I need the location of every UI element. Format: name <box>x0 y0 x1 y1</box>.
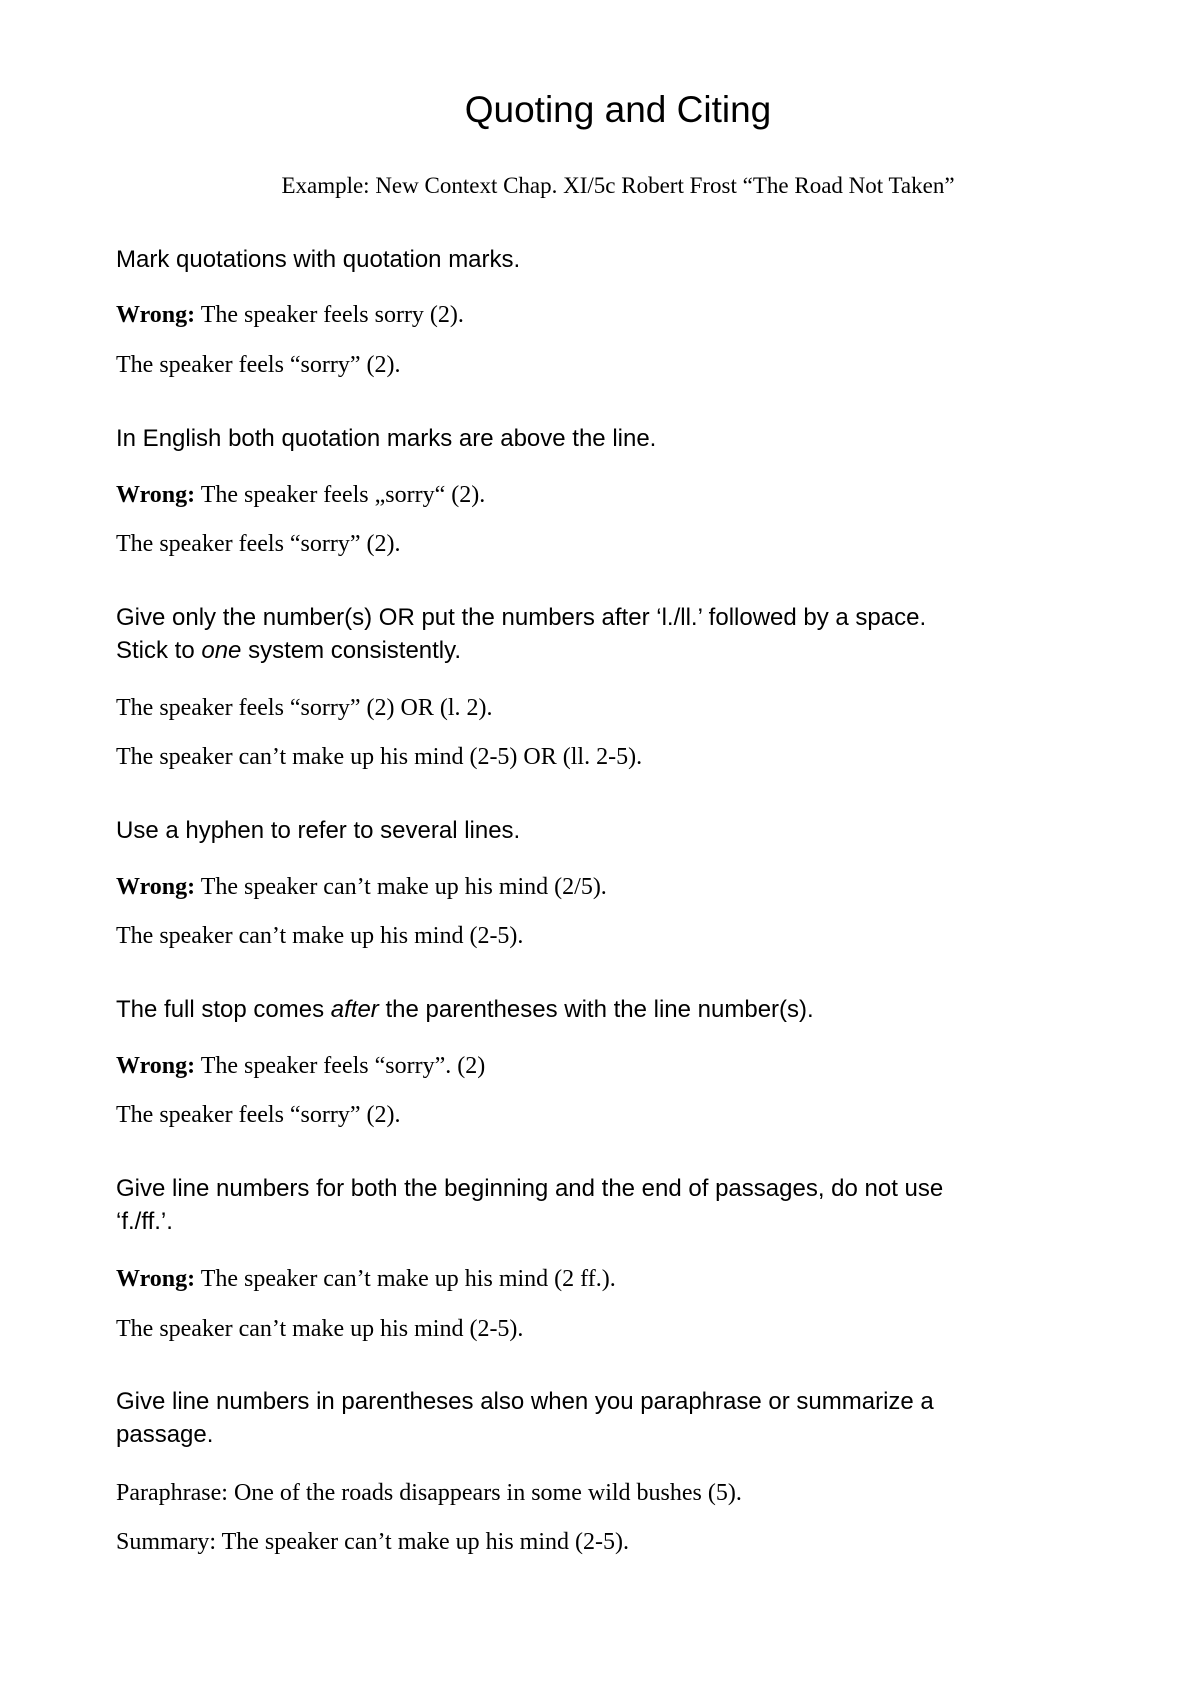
example-multiple-lines: The speaker can’t make up his mind (2-5) OR (ll. 2-5). <box>116 744 643 770</box>
heading-line-2-post: system consistently. <box>241 637 462 664</box>
summary-example: Summary: The speaker can’t make up his mind (2-5). <box>116 1529 629 1555</box>
wrong-label: Wrong: <box>116 482 196 508</box>
correct-example: The speaker can’t make up his mind (2-5). <box>116 923 524 949</box>
example-single-line: The speaker feels “sorry” (2) OR (l. 2). <box>116 695 493 721</box>
page-subtitle: Example: New Context Chap. XI/5c Robert Frost “The Road Not Taken” <box>281 173 955 198</box>
rule-heading-above-line: In English both quotation marks are above the line. <box>116 425 657 452</box>
heading-line-2-pre: Stick to <box>116 637 202 664</box>
heading-line-2: passage. <box>116 1421 214 1448</box>
wrong-example-text: The speaker can’t make up his mind (2/5). <box>200 874 607 900</box>
rule-heading-paraphrase <box>116 1385 1116 1451</box>
wrong-label: Wrong: <box>116 1053 196 1079</box>
wrong-example <box>116 1051 1116 1081</box>
correct-example: The speaker feels “sorry” (2). <box>116 1102 401 1128</box>
correct-example: The speaker feels “sorry” (2). <box>116 531 401 557</box>
correct-example: The speaker feels “sorry” (2). <box>116 352 401 378</box>
wrong-label: Wrong: <box>116 1266 196 1292</box>
heading-line-1: Give line numbers for both the beginning and the end of passages, do not use <box>116 1175 944 1202</box>
wrong-example-text: The speaker feels “sorry”. (2) <box>200 1053 486 1079</box>
rule-heading-beginning-end <box>116 1172 1116 1238</box>
heading-line-2: ‘f./ff.’. <box>116 1208 173 1235</box>
heading-line-1: Give line numbers in parentheses also when you paraphrase or summarize a <box>116 1388 934 1415</box>
heading-post: the parentheses with the line number(s). <box>378 996 814 1023</box>
wrong-label: Wrong: <box>116 874 196 900</box>
wrong-example-text: The speaker can’t make up his mind (2 ff.). <box>200 1266 616 1292</box>
page-title: Quoting and Citing <box>464 89 772 130</box>
heading-emphasis: one <box>201 637 242 664</box>
wrong-example-text: The speaker feels sorry (2). <box>200 302 464 328</box>
heading-emphasis: after <box>330 996 379 1023</box>
heading-pre: The full stop comes <box>116 996 331 1023</box>
rule-heading-full-stop <box>116 993 1116 1026</box>
rule-heading-line-numbers <box>116 601 1116 667</box>
wrong-example <box>116 1264 1116 1294</box>
wrong-example-text: The speaker feels „sorry“ (2). <box>200 482 486 508</box>
correct-example: The speaker can’t make up his mind (2-5). <box>116 1316 524 1342</box>
wrong-example <box>116 300 1116 330</box>
rule-heading-quotation-marks: Mark quotations with quotation marks. <box>116 246 521 273</box>
paraphrase-example: Paraphrase: One of the roads disappears in some wild bushes (5). <box>116 1480 742 1506</box>
wrong-label: Wrong: <box>116 302 196 328</box>
heading-line-1: Give only the number(s) OR put the numbers after ‘l./ll.’ followed by a space. <box>116 604 927 631</box>
wrong-example <box>116 480 1116 510</box>
wrong-example <box>116 872 1116 902</box>
rule-heading-hyphen: Use a hyphen to refer to several lines. <box>116 817 521 844</box>
